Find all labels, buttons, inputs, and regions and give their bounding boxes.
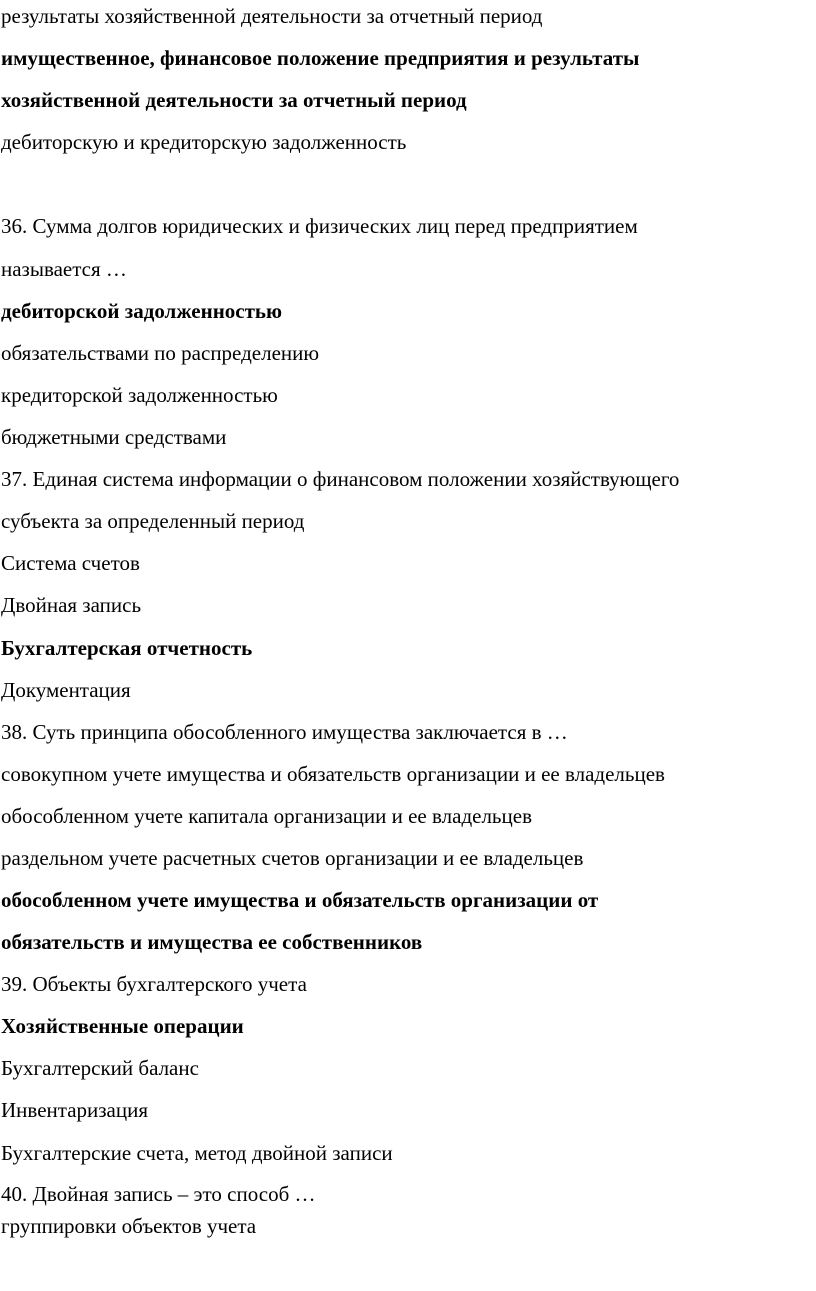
answer-line-correct: обособленном учете имущества и обязательств организации от	[1, 888, 599, 912]
question-38: 38. Суть принципа обособленного имущества заключается в …	[1, 720, 568, 744]
answer-line: кредиторской задолженностью	[1, 383, 278, 407]
answer-line: раздельном учете расчетных счетов организации и ее владельцев	[1, 846, 584, 870]
text-line: дебиторскую и кредиторскую задолженность	[1, 130, 407, 154]
question-37: 37. Единая система информации о финансовом положении хозяйствующего	[1, 467, 680, 491]
answer-line: обособленном учете капитала организации и ее владельцев	[1, 804, 532, 828]
answer-line: бюджетными средствами	[1, 425, 227, 449]
question-36: 36. Сумма долгов юридических и физических лиц перед предприятием	[1, 214, 638, 238]
answer-line-correct: дебиторской задолженностью	[1, 299, 283, 323]
question-40: 40. Двойная запись – это способ …	[1, 1182, 316, 1206]
answer-line-correct: обязательств и имущества ее собственников	[1, 930, 423, 954]
answer-line: Документация	[1, 678, 131, 702]
text-line: результаты хозяйственной деятельности за отчетный период	[1, 4, 543, 28]
answer-line: Инвентаризация	[1, 1098, 148, 1122]
answer-line-correct: Бухгалтерская отчетность	[1, 636, 253, 660]
answer-line: Двойная запись	[1, 593, 142, 617]
question-39: 39. Объекты бухгалтерского учета	[1, 972, 307, 996]
answer-line: обязательствами по распределению	[1, 341, 320, 365]
question-37-cont: субъекта за определенный период	[1, 509, 305, 533]
answer-line: группировки объектов учета	[1, 1214, 257, 1238]
answer-line: Система счетов	[1, 551, 140, 575]
answer-line: Бухгалтерский баланс	[1, 1056, 199, 1080]
question-36-cont: называется …	[1, 257, 127, 281]
answer-line: совокупном учете имущества и обязательств организации и ее владельцев	[1, 762, 665, 786]
answer-line-correct: имущественное, финансовое положение предприятия и результаты	[1, 46, 640, 70]
answer-line-correct: Хозяйственные операции	[1, 1014, 244, 1038]
answer-line: Бухгалтерские счета, метод двойной записи	[1, 1141, 393, 1165]
answer-line-correct: хозяйственной деятельности за отчетный период	[1, 88, 467, 112]
